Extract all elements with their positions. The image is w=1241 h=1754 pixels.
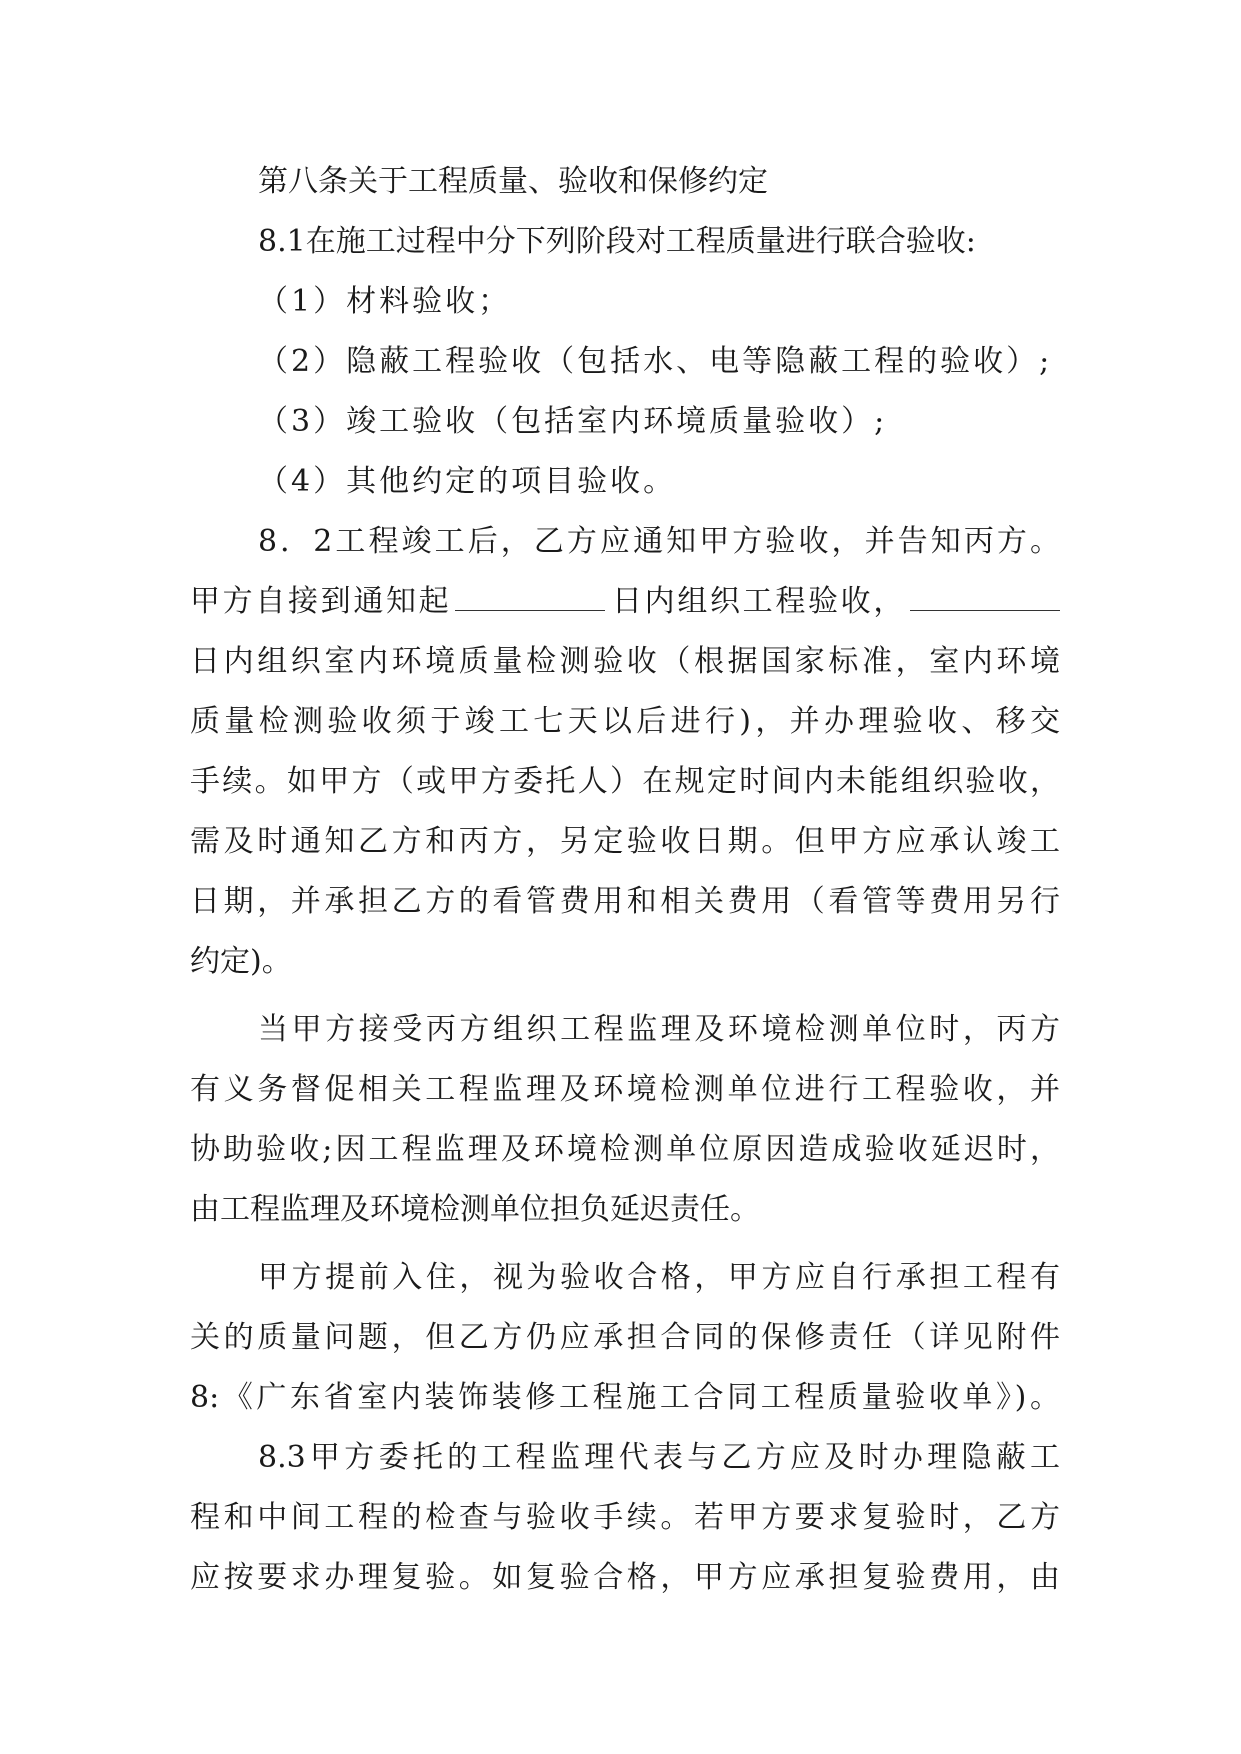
early-occupancy-paragraph-line: 关的质量问题，但乙方仍应承担合同的保修责任（详见附件 bbox=[190, 1320, 1060, 1355]
early-occupancy-paragraph-line: 甲方提前入住，视为验收合格，甲方应自行承担工程有 bbox=[258, 1260, 1060, 1295]
clause-8-3-line: 8.3甲方委托的工程监理代表与乙方应及时办理隐蔽工 bbox=[258, 1440, 1060, 1475]
clause-8-1-intro: 8.1在施工过程中分下列阶段对工程质量进行联合验收: bbox=[258, 224, 976, 259]
clause-8-2-line: 日内组织室内环境质量检测验收（根据国家标准，室内环境 bbox=[190, 644, 1060, 679]
clause-8-2-line: 需及时通知乙方和丙方，另定验收日期。但甲方应承认竣工 bbox=[190, 824, 1060, 859]
supervision-paragraph-line: 当甲方接受丙方组织工程监理及环境检测单位时，丙方 bbox=[258, 1012, 1060, 1047]
article-heading: 第八条关于工程质量、验收和保修约定 bbox=[258, 164, 768, 199]
clause-8-2-line: 约定)。 bbox=[190, 944, 292, 979]
supervision-paragraph-line: 由工程监理及环境检测单位担负延迟责任。 bbox=[190, 1192, 760, 1227]
list-item: （3）竣工验收（包括室内环境质量验收）; bbox=[258, 404, 888, 439]
clause-text: 甲方自接到通知起 bbox=[190, 584, 452, 619]
document-body bbox=[190, 152, 1060, 1608]
clause-8-2-line: 手续。如甲方（或甲方委托人）在规定时间内未能组织验收， bbox=[190, 764, 1060, 799]
list-item: （1）材料验收； bbox=[258, 284, 512, 319]
clause-8-2-line: 日期，并承担乙方的看管费用和相关费用（看管等费用另行 bbox=[190, 884, 1060, 919]
days-blank-field[interactable] bbox=[910, 576, 1060, 611]
clause-8-2-line bbox=[190, 572, 1060, 632]
clause-8-3-line: 应按要求办理复验。如复验合格，甲方应承担复验费用，由 bbox=[190, 1560, 1060, 1595]
days-blank-field[interactable] bbox=[455, 576, 605, 611]
clause-text: 日内组织工程验收， bbox=[609, 584, 907, 619]
list-item: （2）隐蔽工程验收（包括水、电等隐蔽工程的验收）; bbox=[258, 344, 1053, 379]
early-occupancy-paragraph-line: 8:《广东省室内装饰装修工程施工合同工程质量验收单》)。 bbox=[190, 1380, 1060, 1415]
supervision-paragraph-line: 协助验收;因工程监理及环境检测单位原因造成验收延迟时， bbox=[190, 1132, 1060, 1167]
clause-8-2-line: 质量检测验收须于竣工七天以后进行)，并办理验收、移交 bbox=[190, 704, 1060, 739]
supervision-paragraph-line: 有义务督促相关工程监理及环境检测单位进行工程验收，并 bbox=[190, 1072, 1060, 1107]
clause-8-2-line: 8．2工程竣工后，乙方应通知甲方验收，并告知丙方。 bbox=[258, 524, 1060, 559]
clause-8-3-line: 程和中间工程的检查与验收手续。若甲方要求复验时，乙方 bbox=[190, 1500, 1060, 1535]
list-item: （4）其他约定的项目验收。 bbox=[258, 464, 677, 499]
